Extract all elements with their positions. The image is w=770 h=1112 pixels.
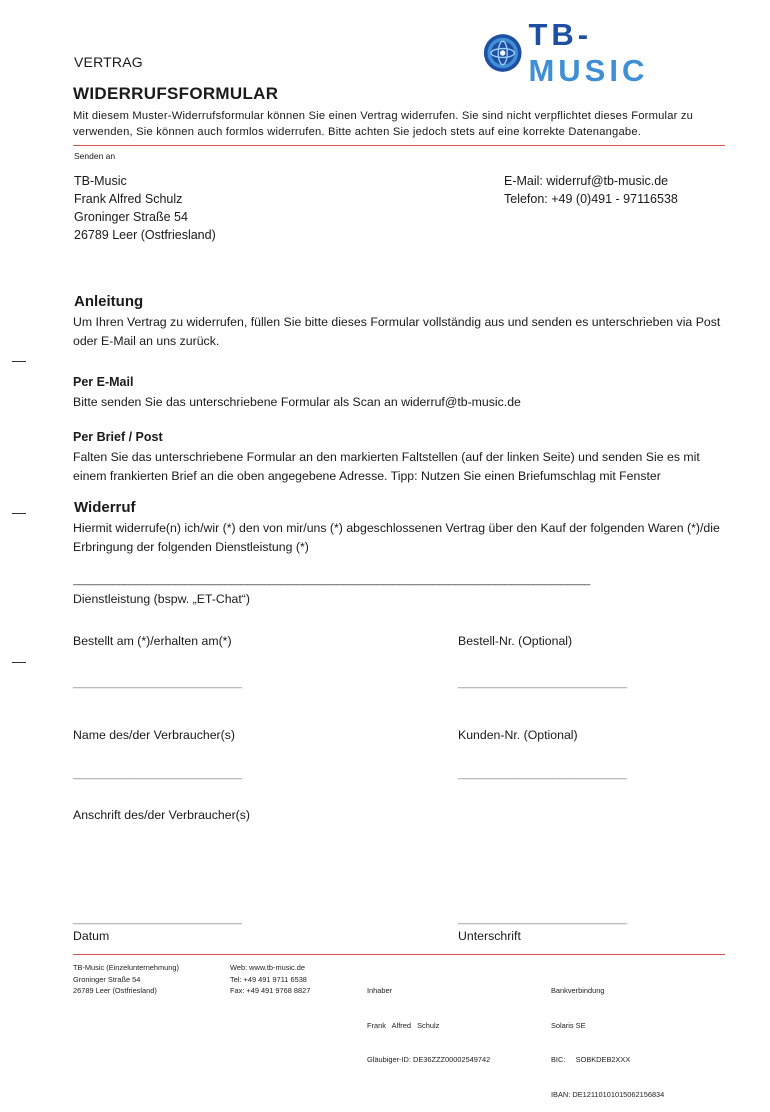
email-text: Bitte senden Sie das unterschriebene Formular als Scan an widerruf@tb-music.de	[73, 395, 521, 409]
footer-line: Solaris SE	[551, 1020, 586, 1030]
date-label: Datum	[73, 929, 110, 943]
page-title: WIDERRUFSFORMULAR	[73, 84, 279, 103]
date-field[interactable]: ______________________________	[73, 913, 242, 925]
ordered-label: Bestellt am (*)/erhalten am(*)	[73, 634, 232, 648]
footer-line: TB-Music (Einzelunternehmung)	[73, 963, 179, 972]
footer-divider	[73, 954, 725, 955]
send-to-label: Senden an	[74, 151, 116, 161]
divider	[73, 145, 725, 146]
recipient-contact	[504, 172, 678, 208]
customer-no-label: Kunden-Nr. (Optional)	[458, 728, 578, 742]
instructions-heading: Anleitung	[74, 293, 144, 310]
logo-wordmark	[528, 17, 693, 89]
address-line: TB-Music	[74, 174, 127, 188]
intro-text: Mit diesem Muster-Widerrufsformular können Sie einen Vertrag widerrufen. Sie sind nicht verpflichtet dieses Formular zu verwenden, Sie können auch formlos widerrufen. Bitte achten Sie jedoch stets auf eine korrekte Datenangabe.	[73, 110, 694, 138]
contact-phone: Telefon: +49 (0)491 - 97116538	[504, 192, 678, 206]
document-label: VERTRAG	[74, 54, 143, 70]
footer-line: Inhaber	[367, 986, 393, 995]
footer-line: Gläubiger-ID: DE36ZZZ00002549742	[367, 1055, 491, 1064]
footer-fax: Fax: +49 491 9768 8827	[230, 986, 311, 995]
service-label: Dienstleistung (bspw. „ET-Chat“)	[73, 592, 251, 606]
order-no-field[interactable]: ______________________________	[458, 677, 627, 689]
footer-line: Bankverbindung	[551, 986, 605, 995]
address-line: Frank Alfred Schulz	[74, 192, 183, 206]
withdrawal-heading: Widerruf	[74, 499, 136, 516]
footer-line: Groninger Straße 54	[73, 974, 141, 984]
recipient-address	[74, 172, 216, 244]
footer-web: Web: www.tb-music.de	[230, 963, 306, 972]
footer-bank	[551, 962, 664, 1112]
letter-text: Falten Sie das unterschriebene Formular an den markierten Faltstellen (auf der linken Seite) und senden Sie es mit einem frankierten Brief an die oben angegebene Adresse. Tipp: Nutzen Sie einen Briefumschlag mit Fenster	[73, 450, 700, 483]
ordered-field[interactable]: ______________________________	[73, 677, 242, 689]
instructions-text: Um Ihren Vertrag zu widerrufen, füllen Sie bitte dieses Formular vollständig aus und senden es unterschrieben via Post oder E-Mail an uns zurück.	[73, 315, 721, 348]
signature-label: Unterschrift	[458, 929, 521, 943]
email-heading: Per E-Mail	[73, 375, 134, 389]
footer-line: 26789 Leer (Ostfriesland)	[73, 986, 157, 995]
signature-field[interactable]: ______________________________	[458, 913, 627, 925]
contact-email: E-Mail: widerruf@tb-music.de	[504, 174, 669, 188]
footer-tel: Tel: +49 491 9711 6538	[230, 974, 307, 984]
footer-line: Frank Alfred Schulz	[367, 1020, 440, 1030]
logo-prefix: TB-	[528, 17, 593, 52]
address-label: Anschrift des/der Verbraucher(s)	[73, 808, 251, 822]
footer-line: IBAN: DE12110101015062156834	[551, 1089, 665, 1099]
withdrawal-text: Hiermit widerrufe(n) ich/wir (*) den von mir/uns (*) abgeschlossenen Vertrag über den Kauf der folgenden Waren (*)/die Erbringung der folgenden Dienstleistung (*)	[73, 521, 720, 554]
logo-suffix: MUSIC	[528, 53, 649, 88]
tb-music-logo	[483, 17, 693, 88]
address-line: 26789 Leer (Ostfriesland)	[74, 228, 216, 242]
footer-contact	[230, 962, 310, 997]
name-field[interactable]: ______________________________	[73, 768, 242, 780]
globe-icon	[483, 31, 522, 75]
letter-heading: Per Brief / Post	[73, 430, 163, 444]
address-line: Groninger Straße 54	[74, 210, 188, 224]
fold-mark	[12, 513, 26, 514]
customer-no-field[interactable]: ______________________________	[458, 768, 627, 780]
footer-company	[73, 962, 179, 997]
name-label: Name des/der Verbraucher(s)	[73, 728, 235, 742]
footer-owner	[367, 962, 490, 1077]
fold-mark	[12, 361, 26, 362]
goods-line[interactable]: ____________________________________________________________________________________________	[73, 574, 590, 586]
footer-line: BIC: SOBKDEB2XXX	[551, 1055, 631, 1064]
order-no-label: Bestell-Nr. (Optional)	[458, 634, 573, 648]
fold-mark	[12, 662, 26, 663]
